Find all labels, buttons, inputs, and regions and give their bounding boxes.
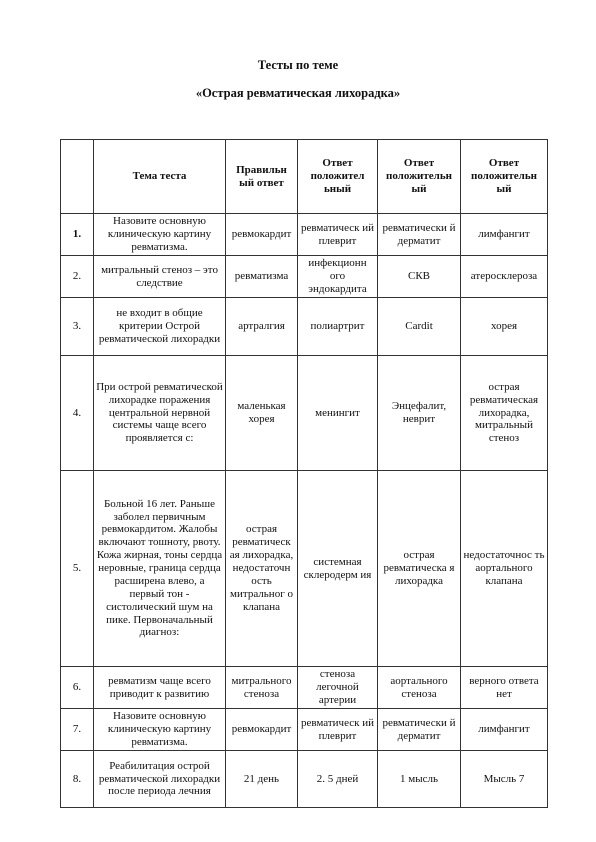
question-cell: Назовите основную клиническую картину ревматизма.	[94, 214, 226, 256]
question-cell: При острой ревматической лихорадке поражения центральной нервной системы чаще всего проявляется с:	[94, 356, 226, 471]
answer-2-cell: ревматически й дерматит	[378, 709, 461, 751]
row-number: 6.	[61, 667, 94, 709]
correct-answer-cell: маленькая хорея	[226, 356, 298, 471]
answer-1-cell: стеноза легочной артерии	[298, 667, 378, 709]
document-title: Тесты по теме	[257, 58, 339, 72]
answer-3-cell: верного ответа нет	[461, 667, 548, 709]
header-answer-3: Ответ положительн ый	[461, 140, 548, 214]
correct-answer-cell: ревмокардит	[226, 709, 298, 751]
question-cell: Реабилитация острой ревматической лихорадки после периода лечния	[94, 751, 226, 808]
answer-1-cell: системная склеродерм ия	[298, 471, 378, 667]
header-topic: Тема теста	[94, 140, 226, 214]
question-cell: Больной 16 лет. Раньше заболел первичным ревмокардитом. Жалобы включают тошноту, рвоту. Кожа жирная, тоны сердца неровные, граница сердца расширена влево, а первый тон - систолический шум на пике. Первоначальный диагноз:	[94, 471, 226, 667]
answer-3-cell: недостаточнос ть аортального клапана	[461, 471, 548, 667]
header-answer-1: Ответ положител ьный	[298, 140, 378, 214]
row-number: 5.	[61, 471, 94, 667]
answer-2-cell: СКВ	[378, 256, 461, 298]
document-subtitle: «Острая ревматическая лихорадка»	[195, 86, 401, 100]
correct-answer-cell: ревмокардит	[226, 214, 298, 256]
table-row	[61, 298, 548, 356]
answer-3-cell: лимфангит	[461, 214, 548, 256]
answer-3-cell: Мысль 7	[461, 751, 548, 808]
table-row	[61, 356, 548, 471]
row-number: 8.	[61, 751, 94, 808]
answer-1-cell: полиартрит	[298, 298, 378, 356]
answer-1-cell: ревматическ ий плеврит	[298, 214, 378, 256]
row-number: 4.	[61, 356, 94, 471]
table-row	[61, 256, 548, 298]
answer-2-cell: Cardit	[378, 298, 461, 356]
answer-2-cell: острая ревматическа я лихорадка	[378, 471, 461, 667]
row-number: 7.	[61, 709, 94, 751]
answer-2-cell: 1 мысль	[378, 751, 461, 808]
table-row	[61, 667, 548, 709]
table-row	[61, 214, 548, 256]
row-number: 2.	[61, 256, 94, 298]
answer-1-cell: ревматическ ий плеврит	[298, 709, 378, 751]
answer-3-cell: хорея	[461, 298, 548, 356]
question-cell: ревматизм чаще всего приводит к развитию	[94, 667, 226, 709]
header-answer-2: Ответ положительн ый	[378, 140, 461, 214]
row-number: 3.	[61, 298, 94, 356]
table-header-row	[61, 140, 548, 214]
answer-2-cell: Энцефалит, неврит	[378, 356, 461, 471]
answer-3-cell: острая ревматическая лихорадка, митральный стеноз	[461, 356, 548, 471]
question-cell: Назовите основную клиническую картину ревматизма.	[94, 709, 226, 751]
table-row	[61, 751, 548, 808]
answer-2-cell: ревматически й дерматит	[378, 214, 461, 256]
correct-answer-cell: артралгия	[226, 298, 298, 356]
question-cell: не входит в общие критерии Острой ревматической лихорадки	[94, 298, 226, 356]
correct-answer-cell: митрального стеноза	[226, 667, 298, 709]
correct-answer-cell: ревматизма	[226, 256, 298, 298]
question-cell: митральный стеноз – это следствие	[94, 256, 226, 298]
table-row	[61, 709, 548, 751]
tests-table	[60, 139, 548, 808]
answer-3-cell: атеросклероза	[461, 256, 548, 298]
header-correct-answer: Правильн ый ответ	[226, 140, 298, 214]
header-number	[61, 140, 94, 214]
answer-1-cell: менингит	[298, 356, 378, 471]
row-number: 1.	[61, 214, 94, 256]
answer-1-cell: 2. 5 дней	[298, 751, 378, 808]
correct-answer-cell: 21 день	[226, 751, 298, 808]
answer-1-cell: инфекционн ого эндокардита	[298, 256, 378, 298]
answer-2-cell: аортального стеноза	[378, 667, 461, 709]
answer-3-cell: лимфангит	[461, 709, 548, 751]
correct-answer-cell: острая ревматическ ая лихорадка, недостаточн ость митральног о клапана	[226, 471, 298, 667]
table-row	[61, 471, 548, 667]
